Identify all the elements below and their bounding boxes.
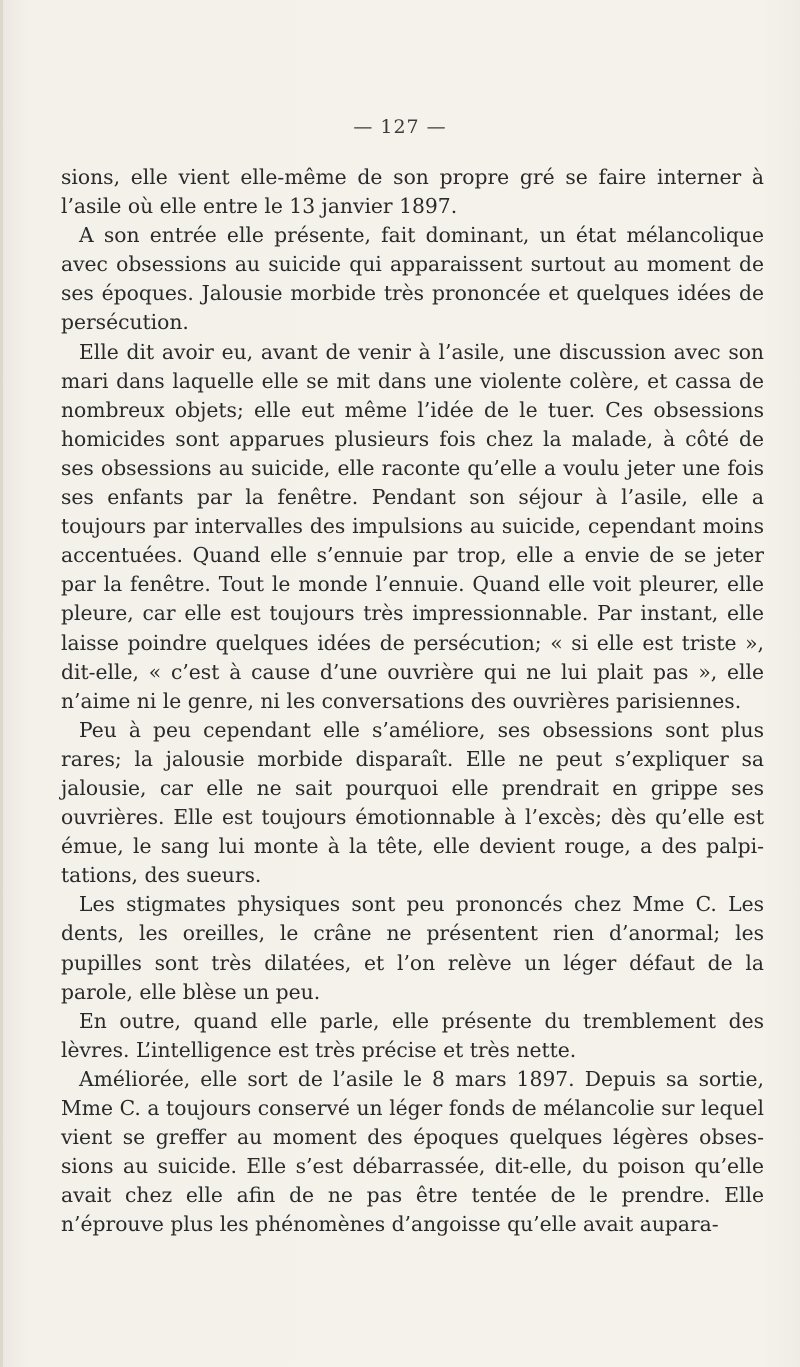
page-edge-shadow bbox=[0, 0, 3, 1367]
body-text bbox=[61, 163, 764, 1239]
paragraph: Peu à peu cependant elle s’améliore, ses obsessions sont plus rares; la jalousie morbide disparaît. Elle ne peut s’expliquer sa jalousie, car elle ne sait pourquoi elle prendrait en grippe ses ouvrières. Elle est toujours émotionnable à l’excès; dès qu’elle est émue, le sang lui monte à la tête, elle devient rouge, a des palpitations, des sueurs. bbox=[61, 717, 764, 888]
paragraph: Améliorée, elle sort de l’asile le 8 mars 1897. Depuis sa sortie, Mme C. a toujours conservé un léger fonds de mélancolie sur lequel vient se greffer au moment des époques quelques légères obsessions au suicide. Elle s’est débarrassée, dit-elle, du poison qu’elle avait chez elle afin de ne pas être tentée de le prendre. Elle n’éprouve plus les phénomènes d’angoisse qu’elle avait aupara- bbox=[61, 1066, 764, 1237]
page-number: — 127 — bbox=[353, 116, 447, 138]
paragraph: A son entrée elle présente, fait dominant, un état mélancolique avec obsessions au suicide qui apparaissent surtout au moment de ses époques. Jalousie morbide très prononcée et quelques idées de persécution. bbox=[61, 223, 764, 335]
paragraph: En outre, quand elle parle, elle présente du tremblement des lèvres. L’intelligence est très précise et très nette. bbox=[61, 1008, 764, 1062]
paragraph: Les stigmates physiques sont peu prononcés chez Mme C. Les dents, les oreilles, le crâne ne présentent rien d’anormal; les pupilles sont très dilatées, et l’on relève un léger défaut de la parole, elle blèse un peu. bbox=[61, 892, 764, 1004]
paragraph: Elle dit avoir eu, avant de venir à l’asile, une discussion avec son mari dans laquelle elle se mit dans une violente colère, et cassa de nombreux objets; elle eut même l’idée de le tuer. Ces obsessions homicides sont apparues plusieurs fois chez la malade, à côté de ses obsessions au suicide, elle raconte qu’elle a voulu jeter une fois ses enfants par la fenêtre. Pendant son séjour à l’asile, elle a toujours par intervalles des impulsions au suicide, cependant moins accentuées. Quand elle s’ennuie par trop, elle a envie de se jeter par la fenêtre. Tout le monde l’ennuie. Quand elle voit pleurer, elle pleure, car elle est toujours très impressionnable. Par instant, elle laisse poindre quelques idées de persécution; « si elle est triste », dit-elle, « c’est à cause d’une ouvrière qui ne lui plait pas », elle n’aime ni le genre, ni les conversations des ouvrières parisiennes. bbox=[61, 339, 764, 713]
paragraph: sions, elle vient elle-même de son propre gré se faire interner à l’asile où elle entre le 13 janvier 1897. bbox=[61, 165, 764, 219]
